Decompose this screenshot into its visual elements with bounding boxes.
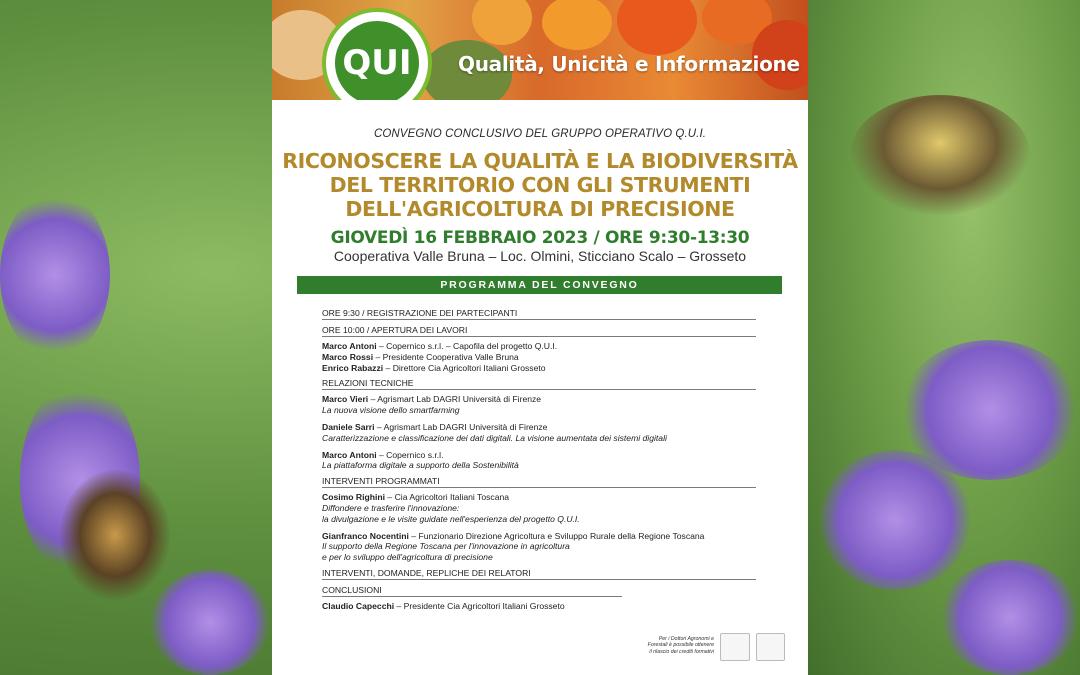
pumpkin-image [472, 0, 532, 45]
section-questions: INTERVENTI, DOMANDE, REPLICHE DEI RELATORI [322, 568, 756, 580]
program-list [322, 303, 756, 612]
speaker-name: Cosimo Righini [322, 492, 386, 503]
speaker-line [322, 363, 756, 374]
section-conclusions: CONCLUSIONI [322, 585, 622, 597]
speaker-name: Marco Rossi [322, 351, 374, 362]
speaker-name: Claudio Capecchi [322, 600, 395, 611]
lavender-flower [820, 450, 970, 590]
program-title-bar: PROGRAMMA DEL CONVEGNO [297, 276, 782, 294]
event-poster [272, 0, 808, 675]
speaker-role: – Agrismart Lab DAGRI Università di Firenze [368, 394, 542, 405]
event-location: Cooperativa Valle Bruna – Loc. Olmini, Sticciano Scalo – Grosseto [333, 248, 747, 264]
event-headline [272, 149, 808, 221]
agronomists-order-logo [720, 633, 750, 661]
speaker-line [322, 450, 756, 461]
speaker-role: – Funzionario Direzione Agricoltura e Sviluppo Rurale della Regione Toscana [408, 530, 705, 541]
event-subtitle: CONVEGNO CONCLUSIVO DEL GRUPPO OPERATIVO Q.U.I. [373, 128, 707, 140]
section-opening: ORE 10:00 / APERTURA DEI LAVORI [322, 325, 756, 337]
qui-logo [322, 8, 432, 100]
section-technical: RELAZIONI TECNICHE [322, 378, 756, 390]
speaker-name: Gianfranco Nocentini [322, 530, 409, 541]
lavender-flower [940, 560, 1080, 675]
partner-logos [720, 630, 785, 664]
lavender-flower [150, 570, 270, 675]
talk-title: la divulgazione e le visite guidate nell'esperienza del progetto Q.U.I. [322, 513, 580, 524]
speaker-line [322, 492, 756, 503]
speaker-name: Enrico Rabazzi [322, 362, 384, 373]
pumpkin-image [617, 0, 697, 55]
federation-logo [756, 633, 786, 661]
event-date: GIOVEDÌ 16 FEBBRAIO 2023 / ORE 9:30-13:30 [330, 228, 750, 248]
speaker-role: – Copernico s.r.l. [376, 449, 444, 460]
pumpkin-image [542, 0, 612, 50]
talk-title: La nuova visione dello smartfarming [322, 405, 460, 416]
speaker-line [322, 601, 756, 612]
talk-title: Diffondere e trasferire l'innovazione: [322, 502, 460, 513]
speaker-name: Marco Antoni [322, 341, 377, 351]
talk-title: Il supporto della Regione Toscana per l'innovazione in agricoltura [322, 541, 570, 552]
lavender-flower [0, 190, 110, 360]
credits-note: Per i Dottori Agronomi e Forestali è possibile ottenere il rilascio dei crediti formativi [647, 636, 714, 655]
talk-title: Caratterizzazione e classificazione dei dati digitali. La visione aumentata dei sistemi digitali [322, 432, 667, 443]
headline-line: RICONOSCERE LA QUALITÀ E LA BIODIVERSITÀ [282, 149, 798, 173]
speaker-name: Marco Vieri [322, 394, 369, 405]
honeybee-image [60, 470, 170, 600]
speaker-line [322, 352, 756, 363]
speaker-line [322, 531, 756, 542]
talk-title: La piattaforma digitale a supporto della Sostenibilità [322, 460, 519, 471]
speaker-role: – Presidente Cooperativa Valle Bruna [373, 351, 519, 362]
speaker-role: – Cia Agricoltori Italiani Toscana [385, 492, 510, 503]
speaker-line [322, 341, 756, 352]
speaker-line [322, 394, 756, 405]
pumpkin-banner [272, 0, 808, 100]
headline-line: DEL TERRITORIO CON GLI STRUMENTI [329, 173, 751, 197]
headline-line: DELL'AGRICOLTURA DI PRECISIONE [345, 197, 735, 221]
speaker-role: – Agrismart Lab DAGRI Università di Firenze [374, 421, 548, 432]
speaker-line [322, 422, 756, 433]
bumblebee-image [850, 95, 1030, 215]
speaker-role: – Presidente Cia Agricoltori Italiani Grosseto [394, 600, 565, 611]
qui-logo-text: QUI [335, 21, 419, 100]
banner-title: Qualità, Unicità e Informazione [458, 52, 800, 76]
talk-title: e per lo sviluppo dell'agricoltura di precisione [322, 552, 493, 563]
speaker-role: – Direttore Cia Agricoltori Italiani Grosseto [383, 362, 546, 373]
speaker-role: – Copernico s.r.l. – Capofila del progetto Q.U.I. [376, 341, 558, 351]
section-registration: ORE 9:30 / REGISTRAZIONE DEI PARTECIPANTI [322, 308, 756, 320]
section-planned: INTERVENTI PROGRAMMATI [322, 476, 756, 488]
speaker-name: Daniele Sarri [322, 421, 375, 432]
speaker-name: Marco Antoni [322, 449, 377, 460]
